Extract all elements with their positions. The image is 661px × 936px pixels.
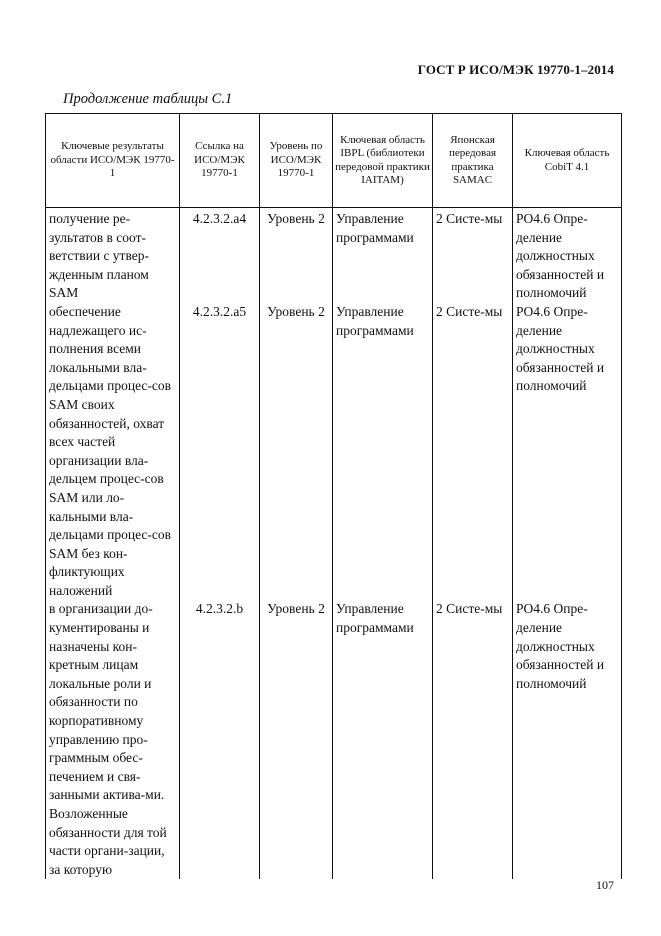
- cell-level: [260, 303, 333, 601]
- cell-outcome: [46, 303, 180, 601]
- cell-reference: [180, 303, 260, 601]
- ibpl-text: Управление программами: [336, 601, 414, 636]
- column-header-reference: Ссылка на ИСО/МЭК 19770-1: [180, 114, 260, 208]
- reference-text: 4.2.3.2.a4: [192, 211, 247, 226]
- column-header-cobit: Ключевая область CobiT 4.1: [513, 114, 622, 208]
- cell-level: [260, 600, 333, 879]
- column-header-level: Уровень по ИСО/МЭК 19770-1: [260, 114, 333, 208]
- level-text: Уровень 2: [267, 601, 325, 617]
- column-header-ibpl: Ключевая область IBPL (библиотеки передовой практики IAITAM): [333, 114, 433, 208]
- cell-ibpl: [333, 303, 433, 601]
- cell-ibpl: [333, 600, 433, 879]
- cobit-text: PO4.6 Опре-деление должностных обязанностей и полномочий: [516, 601, 605, 691]
- column-header-samac: Японская передовая практика SAMAC: [433, 114, 513, 208]
- cell-reference: [180, 600, 260, 879]
- comparison-table: [45, 113, 622, 879]
- cell-samac: [433, 303, 513, 601]
- reference-text: 4.2.3.2.b: [195, 601, 244, 617]
- cell-cobit: [513, 303, 622, 601]
- cell-level: [260, 208, 333, 303]
- table-row: [46, 303, 622, 601]
- cell-cobit: [513, 600, 622, 879]
- cell-samac: [433, 208, 513, 303]
- level-text: Уровень 2: [267, 211, 325, 226]
- document-standard-header: ГОСТ Р ИСО/МЭК 19770-1–2014: [417, 62, 614, 77]
- cell-cobit: [513, 208, 622, 303]
- cell-samac: [433, 600, 513, 879]
- level-text: Уровень 2: [267, 303, 325, 319]
- outcome-text: в организации до-кументированы и назначены кон-кретным лицам локальные роли и обязанности по корпоративному управлению про-граммным обес-печением и свя-занными актива-ми. Возложенные обязанности для той части органи-зации, за которую: [49, 601, 167, 877]
- table-header-row: [46, 114, 622, 208]
- page-number: 107: [596, 878, 614, 892]
- cobit-text: PO4.6 Опре-деление должностных обязанностей и полномочий: [516, 303, 605, 394]
- samac-text: 2 Систе-мы: [436, 601, 503, 617]
- table-row: [46, 600, 622, 879]
- cell-outcome: [46, 208, 180, 303]
- ibpl-text: Управление программами: [336, 211, 414, 245]
- cell-ibpl: [333, 208, 433, 303]
- samac-text: 2 Систе-мы: [436, 211, 503, 226]
- cell-outcome: [46, 600, 180, 879]
- column-header-outcomes: Ключевые результаты области ИСО/МЭК 19770-1: [46, 114, 180, 208]
- table-caption: Продолжение таблицы С.1: [63, 91, 233, 107]
- cobit-text: PO4.6 Опре-деление должностных обязанностей и полномочий: [516, 211, 605, 301]
- cell-reference: [180, 208, 260, 303]
- samac-text: 2 Систе-мы: [436, 303, 503, 319]
- table-row: [46, 208, 622, 303]
- outcome-text: обеспечение надлежащего ис-полнения всеми локальными вла-дельцами процес-сов SAM своих обязанностей, охват всех частей организации вла-дельцем процес-сов SAM или ло-кальными вла-дельцами процес-сов SAM без кон-фликтующих наложений: [49, 303, 171, 598]
- reference-text: 4.2.3.2.a5: [192, 303, 247, 319]
- ibpl-text: Управление программами: [336, 303, 414, 338]
- outcome-text: получение ре-зультатов в соот-ветствии с утвер-жденным планом SAM: [49, 211, 149, 301]
